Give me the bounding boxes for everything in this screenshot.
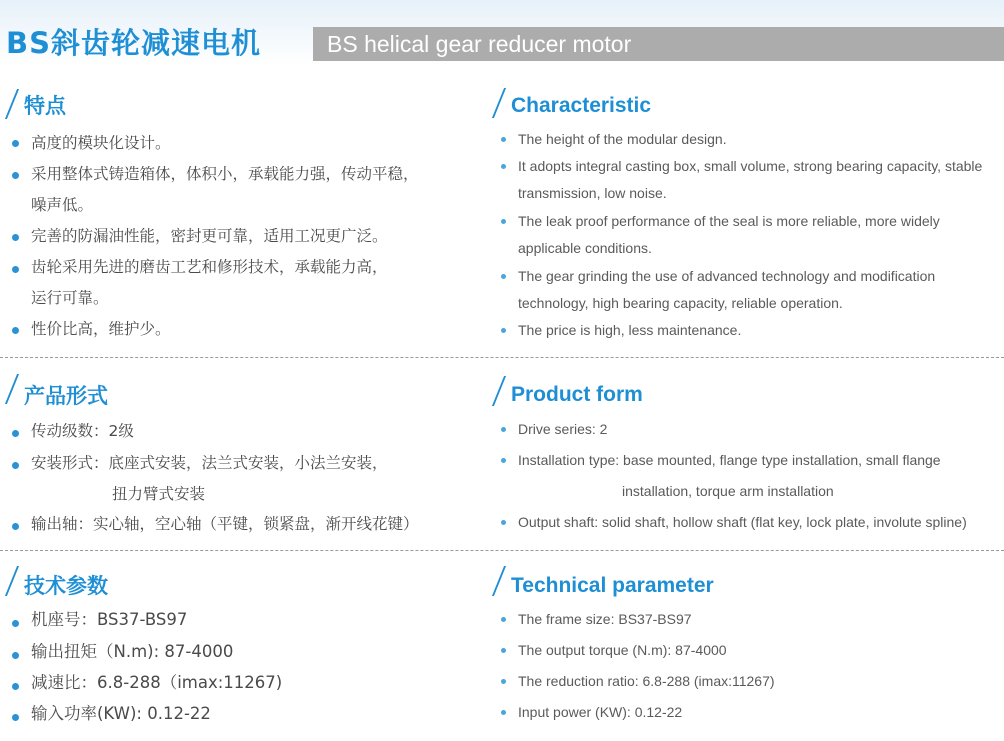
bullet-icon — [501, 219, 506, 224]
bullet-icon — [501, 520, 506, 525]
bullet-icon — [501, 274, 506, 279]
product-form-item-en-cont: installation, torque arm installation — [622, 483, 834, 499]
technical-item-en: The output torque (N.m): 87-4000 — [518, 642, 727, 658]
bullet-icon — [12, 430, 19, 437]
product-form-item-zh-cont: 扭力臂式安装 — [112, 485, 206, 503]
header-title-bar — [313, 27, 1004, 61]
technical-item-en: The reduction ratio: 6.8-288 (imax:11267) — [518, 673, 775, 689]
product-form-item-en: Installation type: base mounted, flange type installation, small flange — [518, 452, 941, 468]
page-header — [0, 0, 1004, 66]
product-form-item-en: Output shaft: solid shaft, hollow shaft (flat key, lock plate, involute spline) — [518, 514, 967, 530]
features-item-en: The height of the modular design. — [518, 131, 727, 147]
features-item-zh: 高度的模块化设计。 — [31, 134, 171, 152]
bullet-icon — [12, 172, 19, 179]
bullet-icon — [12, 714, 19, 721]
product-form-item-zh: 安装形式：底座式安装，法兰式安装，小法兰安装， — [31, 454, 388, 472]
bullet-icon — [12, 234, 19, 241]
features-item-en-cont: transmission, low noise. — [518, 185, 667, 201]
features-item-zh: 完善的防漏油性能，密封更可靠，适用工况更广泛。 — [31, 227, 388, 245]
product-form-item-zh: 输出轴：实心轴，空心轴（平键，锁紧盘，渐开线花键） — [31, 515, 419, 533]
slash-icon — [5, 566, 19, 596]
bullet-icon — [501, 164, 506, 169]
slash-icon — [492, 88, 506, 118]
slash-icon — [492, 566, 506, 596]
bullet-icon — [501, 458, 506, 463]
features-item-en-cont: applicable conditions. — [518, 240, 652, 256]
product-form-title-en: Product form — [511, 383, 643, 406]
bullet-icon — [12, 683, 19, 690]
bullet-icon — [12, 620, 19, 627]
features-item-zh-cont: 噪声低。 — [31, 196, 94, 214]
page-title-en: BS helical gear reducer motor — [327, 31, 632, 57]
technical-item-en: The frame size: BS37-BS97 — [518, 611, 692, 627]
features-item-zh-cont: 运行可靠。 — [31, 289, 109, 307]
technical-item-zh: 输入功率(KW): 0.12-22 — [31, 704, 211, 723]
bullet-icon — [12, 523, 19, 530]
technical-item-zh: 输出扭矩（N.m): 87-4000 — [31, 642, 234, 661]
bullet-icon — [12, 140, 19, 147]
features-title-en: Characteristic — [511, 94, 652, 117]
features-item-en: The price is high, less maintenance. — [518, 322, 742, 338]
bullet-icon — [12, 652, 19, 659]
product-form-item-en: Drive series: 2 — [518, 421, 608, 437]
bullet-icon — [501, 617, 506, 622]
features-item-en-cont: technology, high bearing capacity, reliable operation. — [518, 295, 843, 311]
bullet-icon — [12, 327, 19, 334]
bullet-icon — [12, 462, 19, 469]
bullet-icon — [501, 328, 506, 333]
section-divider — [0, 550, 1004, 551]
features-item-en: The gear grinding the use of advanced technology and modification — [518, 268, 936, 284]
features-item-zh: 性价比高，维护少。 — [31, 320, 171, 338]
bullet-icon — [501, 679, 506, 684]
bullet-icon — [12, 266, 19, 273]
slash-icon — [492, 376, 506, 406]
features-item-zh: 采用整体式铸造箱体，体积小，承载能力强，传动平稳， — [31, 165, 419, 183]
bullet-icon — [501, 137, 506, 142]
technical-title-en: Technical parameter — [511, 574, 714, 597]
technical-item-en: Input power (KW): 0.12-22 — [518, 704, 683, 720]
section-divider — [0, 357, 1004, 358]
technical-item-zh: 减速比：6.8-288（imax:11267) — [31, 673, 283, 692]
features-item-en: The leak proof performance of the seal is more reliable, more widely — [518, 213, 940, 229]
technical-title-zh: 技术参数 — [24, 574, 108, 598]
bullet-icon — [501, 648, 506, 653]
technical-item-zh: 机座号：BS37-BS97 — [31, 610, 188, 629]
features-title-zh: 特点 — [24, 94, 66, 118]
features-item-zh: 齿轮采用先进的磨齿工艺和修形技术，承载能力高， — [31, 258, 388, 276]
slash-icon — [5, 374, 19, 404]
features-item-en: It adopts integral casting box, small volume, strong bearing capacity, stable — [518, 158, 983, 174]
bullet-icon — [501, 710, 506, 715]
product-form-item-zh: 传动级数：2级 — [31, 422, 134, 440]
slash-icon — [5, 89, 19, 119]
bullet-icon — [501, 427, 506, 432]
product-form-title-zh: 产品形式 — [24, 384, 108, 408]
page-title-zh: BS斜齿轮减速电机 — [6, 26, 261, 60]
